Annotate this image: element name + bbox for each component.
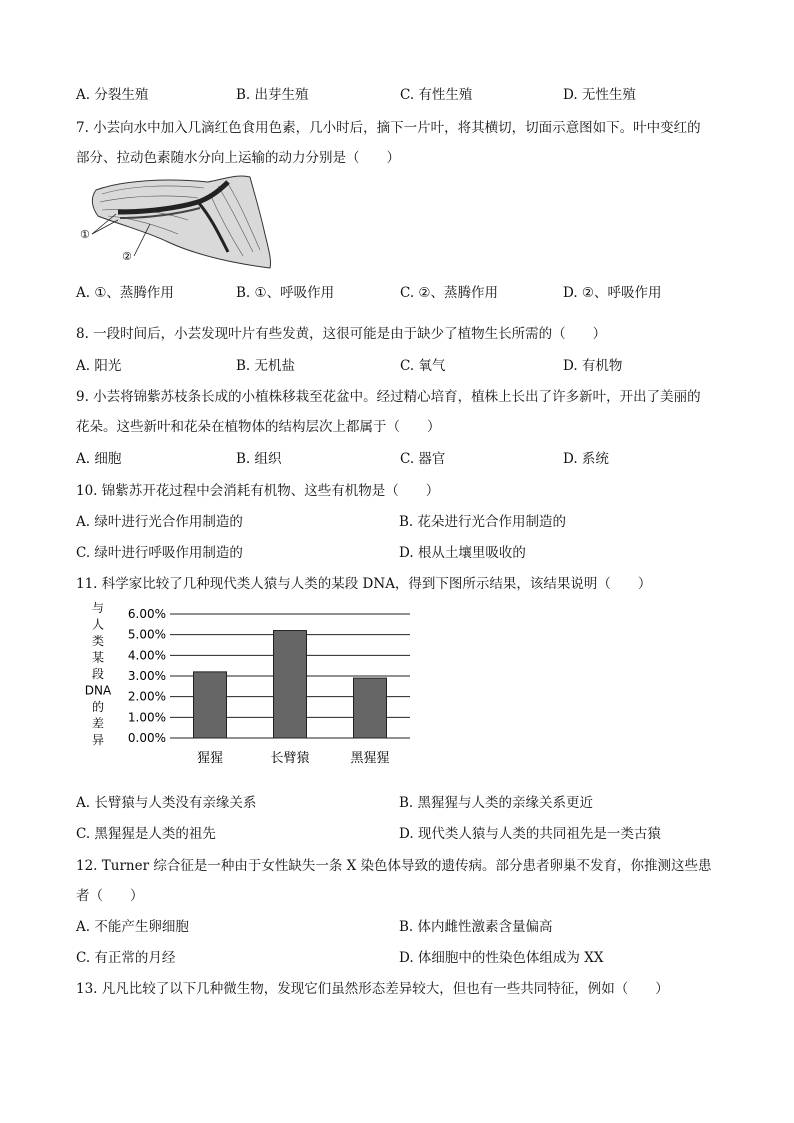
q12-option-d: D. 体细胞中的性染色体组成为 XX — [399, 950, 604, 966]
q12-option-c: C. 有正常的月经 — [76, 950, 176, 966]
y-label-char: 段 — [91, 667, 105, 681]
q12-option-a: A. 不能产生卵细胞 — [76, 919, 189, 935]
y-axis-label — [85, 601, 112, 747]
bar — [194, 672, 227, 738]
y-label-char: 异 — [91, 733, 105, 747]
q11-option-b: B. 黑猩猩与人类的亲缘关系更近 — [399, 795, 594, 811]
q7-option-b: B. ①、呼吸作用 — [236, 285, 335, 301]
y-tick-label: 5.00% — [127, 627, 166, 642]
q7-option-d: D. ②、呼吸作用 — [563, 285, 662, 301]
y-tick-label: 1.00% — [127, 710, 166, 725]
q11-option-a: A. 长臂猿与人类没有亲缘关系 — [76, 795, 257, 811]
q8-option-d: D. 有机物 — [563, 358, 623, 374]
bars — [194, 631, 387, 738]
leaf-cross-section-figure — [78, 172, 274, 270]
y-label-char: 的 — [91, 700, 105, 714]
q9-option-b: B. 组织 — [236, 451, 282, 467]
y-label-char: 与 — [91, 601, 105, 615]
x-category-label: 黑猩猩 — [350, 751, 390, 766]
q7-stem-line2: 部分、拉动色素随水分向上运输的动力分别是（ ） — [76, 150, 400, 166]
q8-option-a: A. 阳光 — [76, 358, 122, 374]
q11-option-d: D. 现代类人猿与人类的共同祖先是一类古猿 — [399, 826, 661, 842]
figure-label-2: ② — [122, 250, 132, 263]
q11-stem: 11. 科学家比较了几种现代类人猿与人类的某段 DNA，得到下图所示结果，该结果说明（ ） — [76, 576, 652, 592]
y-tick-label: 4.00% — [127, 648, 166, 663]
x-category-label: 猩猩 — [196, 751, 224, 766]
q12-option-b: B. 体内雌性激素含量偏高 — [399, 919, 553, 935]
x-category-labels — [197, 750, 390, 766]
q10-option-c: C. 绿叶进行呼吸作用制造的 — [76, 545, 243, 561]
dna-difference-bar-chart — [78, 598, 423, 776]
bar — [274, 631, 307, 738]
q8-option-c: C. 氧气 — [400, 358, 446, 374]
q9-option-c: C. 器官 — [400, 451, 446, 467]
q9-stem-line1: 9. 小芸将锦紫苏枝条长成的小植株移栽至花盆中。经过精心培育，植株上长出了许多新叶，开出了美丽的 — [76, 389, 701, 405]
q7-option-c: C. ②、蒸腾作用 — [400, 285, 499, 301]
y-label-char: DNA — [84, 683, 112, 698]
q13-stem: 13. 凡凡比较了以下几种微生物，发现它们虽然形态差异较大，但也有一些共同特征，例如（ ） — [76, 981, 669, 997]
y-tick-label: 6.00% — [127, 607, 166, 621]
y-tick-label: 0.00% — [127, 731, 166, 745]
q9-option-a: A. 细胞 — [76, 451, 122, 467]
figure-label-1: ① — [80, 228, 90, 241]
q6-option-b: B. 出芽生殖 — [236, 87, 309, 103]
x-category-label: 长臂猿 — [270, 751, 310, 766]
y-label-char: 差 — [91, 716, 105, 731]
y-tick-label: 3.00% — [127, 669, 166, 683]
q6-option-d: D. 无性生殖 — [563, 87, 636, 103]
q11-option-c: C. 黑猩猩是人类的祖先 — [76, 826, 216, 842]
q7-option-a: A. ①、蒸腾作用 — [76, 285, 174, 301]
q10-option-b: B. 花朵进行光合作用制造的 — [399, 514, 567, 530]
q7-stem-line1: 7. 小芸向水中加入几滴红色食用色素，几小时后，摘下一片叶，将其横切，切面示意图如下。叶中变红的 — [76, 120, 701, 136]
q6-option-a: A. 分裂生殖 — [76, 87, 149, 103]
y-tick-label: 2.00% — [127, 689, 166, 704]
q10-stem: 10. 锦紫苏开花过程中会消耗有机物、这些有机物是（ ） — [76, 483, 440, 499]
q12-stem-line2: 者（ ） — [76, 888, 144, 904]
q10-option-d: D. 根从土壤里吸收的 — [399, 545, 526, 561]
y-label-char: 某 — [91, 650, 105, 665]
q6-option-c: C. 有性生殖 — [400, 87, 473, 103]
q8-option-b: B. 无机盐 — [236, 358, 296, 374]
q12-stem-line1: 12. Turner 综合征是一种由于女性缺失一条 X 染色体导致的遗传病。部分患者卵巢不发育，你推测这些患 — [76, 858, 712, 874]
y-tick-labels — [128, 607, 166, 745]
y-label-char: 人 — [91, 617, 105, 632]
q10-option-a: A. 绿叶进行光合作用制造的 — [76, 514, 243, 530]
q8-stem: 8. 一段时间后，小芸发现叶片有些发黄，这很可能是由于缺少了植物生长所需的（ ） — [76, 326, 607, 342]
q9-stem-line2: 花朵。这些新叶和花朵在植物体的结构层次上都属于（ ） — [76, 419, 441, 435]
bar — [354, 678, 387, 738]
y-label-char: 类 — [91, 634, 105, 648]
q9-option-d: D. 系统 — [563, 451, 609, 467]
